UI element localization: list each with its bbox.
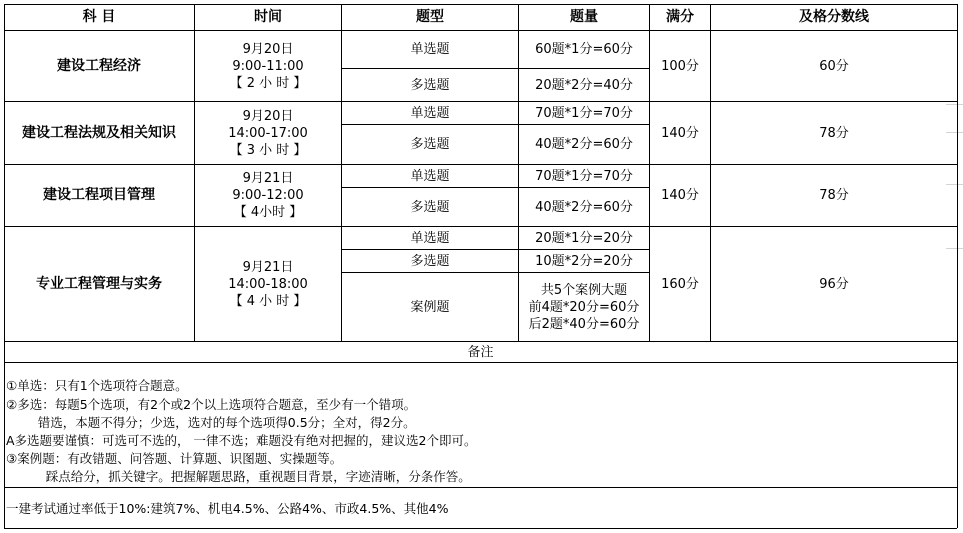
border-line: [342, 272, 649, 273]
border-line: [4, 4, 957, 5]
note-line: 错选，本题不得分；少选，选对的每个选项得0.5分；全对，得2分。: [6, 415, 416, 430]
time-cell: [195, 227, 341, 341]
header-pass-score: 及格分数线: [799, 8, 869, 25]
border-line: [342, 68, 649, 69]
exam-duration: 【 4小时 】: [233, 205, 303, 220]
subject-cell: 建设工程法规及相关知识: [22, 124, 176, 141]
border-line: [342, 249, 649, 250]
note-line: 踩点给分，抓关键字。把握解题思路，重视题目背景，字迹清晰，分条作答。: [6, 469, 471, 484]
border-line: [4, 4, 5, 528]
exam-date: 9月20日: [242, 108, 294, 124]
header-type: 题型: [416, 8, 444, 25]
header-subject: 科 目: [82, 8, 116, 25]
header-full-score: 满分: [666, 8, 694, 25]
exam-date: 9月21日: [242, 171, 294, 186]
question-type: 案例题: [410, 299, 450, 315]
pass-score: 78分: [819, 188, 849, 203]
border-line: [194, 4, 195, 341]
exam-duration: 【 2 小 时 】: [229, 75, 307, 91]
subject-cell: 建设工程经济: [57, 57, 141, 74]
question-amount: 10题*2分=20分: [535, 253, 633, 269]
note-line: ①单选：只有1个选项符合题意。: [6, 378, 188, 393]
subject-cell: 专业工程管理与实务: [36, 275, 162, 292]
question-type: 单选题: [410, 105, 450, 121]
header-amount: 题量: [570, 8, 598, 25]
note-line: ③案例题：有改错题、问答题、计算题、识图题、实操题等。: [6, 451, 343, 466]
header-time: 时间: [254, 8, 282, 25]
exam-date: 9月21日: [242, 259, 294, 275]
question-amount: 70题*1分=70分: [535, 105, 633, 121]
subject-cell: 建设工程项目管理: [43, 187, 155, 203]
border-line: [4, 528, 957, 529]
question-amount-case: [519, 273, 649, 341]
exam-duration: 【 4 小 时 】: [229, 293, 307, 309]
border-line: [4, 164, 957, 165]
pass-score: 60分: [819, 58, 849, 74]
border-line: [710, 4, 711, 341]
notes-title: 备注: [467, 344, 494, 360]
question-type: 多选题: [410, 137, 450, 152]
question-amount: 60题*1分=60分: [535, 42, 633, 57]
question-amount: 70题*1分=70分: [535, 168, 633, 184]
border-line: [4, 226, 957, 227]
case-back: 后2题*40分=60分: [528, 316, 640, 332]
pass-score: 78分: [819, 125, 849, 141]
border-line: [4, 341, 957, 342]
border-line: [342, 124, 649, 125]
case-front: 前4题*20分=60分: [528, 299, 640, 315]
exam-hours: 9:00-11:00: [232, 58, 304, 74]
note-line: ②多选：每题5个选项，有2个或2个以上选项符合题意，至少有一个错项。: [6, 397, 417, 412]
question-type: 多选题: [410, 253, 450, 269]
question-type: 多选题: [410, 199, 450, 215]
border-line: [518, 4, 519, 341]
question-amount: 20题*1分=20分: [535, 230, 633, 246]
border-line: [4, 30, 957, 31]
border-line: [342, 187, 649, 188]
full-score: 140分: [661, 125, 699, 141]
exam-hours: 9:00-12:00: [232, 188, 304, 203]
time-cell: [195, 165, 341, 226]
full-score: 160分: [661, 276, 699, 292]
border-line: [341, 4, 342, 341]
question-amount: 40题*2分=60分: [535, 137, 633, 152]
border-line: [649, 4, 650, 341]
question-type: 多选题: [410, 77, 450, 93]
case-summary: 共5个案例大题: [540, 282, 628, 298]
time-cell: [195, 31, 341, 101]
exam-duration: 【 3 小 时 】: [229, 142, 307, 158]
border-line: [957, 4, 958, 528]
question-type: 单选题: [410, 230, 450, 246]
time-cell: [195, 102, 341, 164]
border-line: [4, 101, 957, 102]
note-line: A多选题要谨慎：可选可不选的， 一律不选；难题没有绝对把握的，建议选2个即可。: [6, 433, 477, 448]
question-type: 单选题: [410, 168, 450, 184]
exam-hours: 14:00-18:00: [228, 276, 308, 292]
border-line: [4, 487, 957, 488]
question-amount: 40题*2分=60分: [535, 199, 633, 215]
question-amount: 20题*2分=40分: [535, 77, 633, 93]
border-line: [4, 362, 957, 363]
pass-score: 96分: [819, 276, 849, 292]
exam-date: 9月20日: [242, 41, 294, 57]
notes-footer: 一建考试通过率低于10%:建筑7%、机电4.5%、公路4%、市政4.5%、其他4%: [6, 501, 449, 516]
question-type: 单选题: [410, 42, 450, 57]
exam-hours: 14:00-17:00: [228, 125, 308, 141]
full-score: 100分: [661, 58, 699, 74]
full-score: 140分: [661, 188, 699, 203]
